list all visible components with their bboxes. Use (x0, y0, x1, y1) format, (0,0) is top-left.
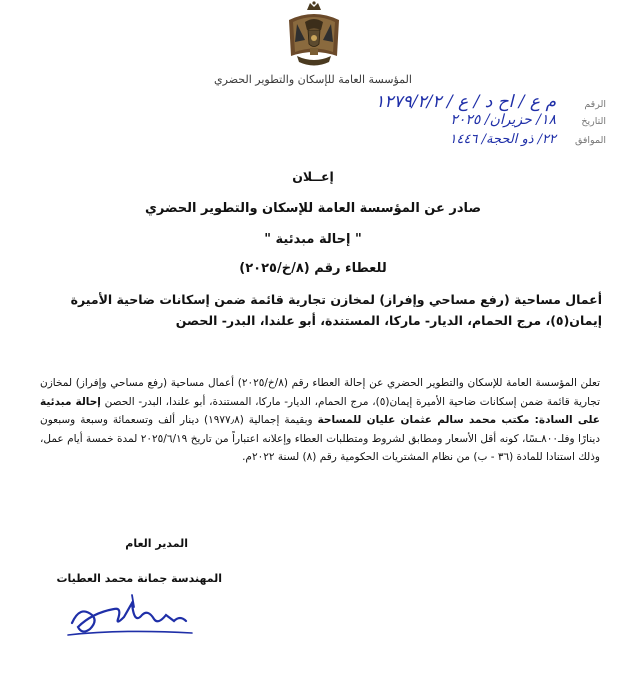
body-text-part1: تعلن المؤسسة العامة للإسكان والتطوير الحضري عن إحالة العطاء رقم (٨/خ/٢٠٢٥) أعمال مساحية (رفع مساحي وإفراز) لمخازن تجارية قائمة ضمن إسكانات ضاحية الأميرة إيمان(٥)، مرج الحمام، الديار- ماركا، المستندة، أبو علندا، البدر- الحصن (40, 377, 600, 408)
hijri-date-value: ٢٢/ ذو الحجة/ ١٤٤٦ (449, 132, 556, 147)
issuer-line: صادر عن المؤسسة العامة للإسكان والتطوير الحضري (144, 201, 482, 216)
handwritten-signature-icon (62, 585, 212, 645)
announcement-body (40, 374, 600, 467)
signatory-title: المدير العام (125, 537, 188, 550)
hijri-date-label: الموافق (574, 135, 606, 146)
reference-block (346, 92, 606, 152)
reference-label: الرقم (584, 99, 606, 110)
date-value: ١٨/ حزيران/ ٢٠٢٥ (450, 112, 556, 128)
body-text-part2: وبقيمة إجمالية (١٩٧٧٫٨) دينار ألف وتسعمائة وسبعة وسبعون دينارًا وفلـ٨٠٠ـسًا، كونه أقل الأسعار ومطابق لشروط ومتطلبات العطاء وإعلانه اعتباراً من تاريخ ٢٠٢٥/٦/١٩ لمدة خمسة أيام عمل، وذلك استنادا للمادة (٣٦ - ب) من نظام المشتريات الحكومية رقم (٨) لسنة ٢٠٢٢م. (40, 414, 601, 464)
date-label: التاريخ (581, 116, 606, 127)
reference-value: م ع / اح د / ع / ١٢٧٩/٢/٢ (375, 92, 556, 112)
signatory-name: المهندسة جمانة محمد العطيات (56, 572, 222, 585)
award-type: " إحالة مبدئية " (264, 232, 362, 247)
tender-number: للعطاء رقم (٨/خ/٢٠٢٥) (239, 261, 387, 276)
body-text-awardee: إحالة مبدئية على السادة: مكتب محمد سالم عثمان عليان للمساحة (40, 395, 600, 427)
coat-of-arms-icon (283, 0, 345, 70)
date-row (346, 112, 606, 132)
announcement-title: إعــلان (292, 169, 334, 184)
organization-name: المؤسسة العامة للإسكان والتطوير الحضري (214, 73, 412, 86)
hijri-date-row (346, 132, 606, 152)
reference-number-row (346, 92, 606, 112)
tender-subject: أعمال مساحية (رفع مساحي وإفراز) لمخازن تجارية قائمة ضمن إسكانات ضاحية الأميرة إيمان(٥)، مرج الحمام، الديار- ماركا، المستندة، أبو علندا، البدر- الحصن (70, 292, 602, 328)
